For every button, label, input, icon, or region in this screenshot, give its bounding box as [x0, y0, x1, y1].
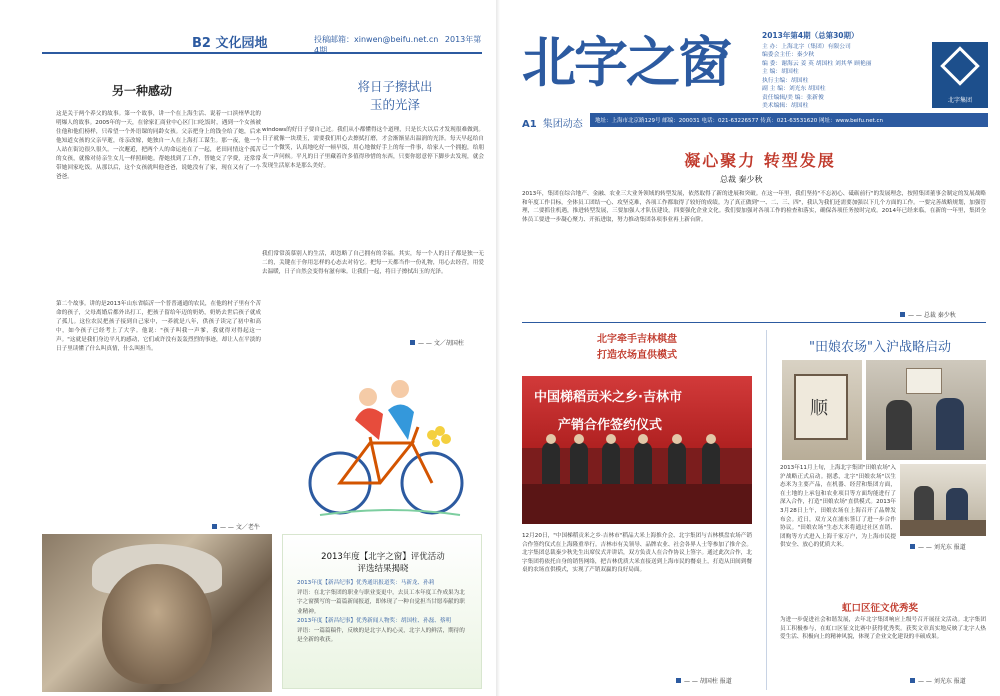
signing-ceremony-photo: 中国梯稻贡米之乡·吉林市 产销合作签约仪式: [522, 376, 752, 524]
jilin-byline: — — 胡国柱 报道: [676, 676, 732, 685]
award-announcement-box: [282, 534, 482, 689]
left-page-header: [42, 30, 482, 54]
elderly-man-photo: [42, 534, 272, 692]
bicycle-illustration: [300, 365, 470, 525]
story1-byline: — — 文／老牛: [212, 522, 260, 531]
right-page: [500, 0, 1000, 696]
rider-back: [355, 408, 383, 440]
diamond-icon: [940, 46, 980, 86]
lead-headline: 凝心聚力 转型发展: [684, 151, 836, 170]
tianniang-byline: — — 刘光东 报道: [910, 542, 966, 551]
flower-basket: [427, 426, 451, 447]
lead-author: 总裁 秦少秋: [720, 175, 763, 184]
volunteer-body: 为进一步促进社会和谐发展，去年北字集团响应上级号召开展征文活动。北字集团员工积极参与，在虹口区征文比赛中获得优秀奖。获奖文章真实地反映了北字人热爱生活、积极向上的精神风貌，体现了企业文化建设的丰硕成果。: [780, 617, 986, 641]
submission-email: 投稿邮箱：xinwen@beifu.net.cn 2013年第4期: [314, 35, 482, 55]
tianniang-body: 2013年11月上旬，上海北字集团"田娘农场"入沪战略正式启动。据悉，北字"田娘农场"以生态米为主要产品，在机器、经营和集团方面，在土地的上承包和农业项目等方面均能进行了深入合作，打造"田娘农场"直供模式。2013年3月28日上午，田娘农场在上海召开了品牌发布会。近日，双方又在浦东签订了进一步合作协议。"田娘农场"生态大米将通过社区直销、团购等方式进入上海千家万户，为上海市民提供安全、放心的优质大米。: [780, 465, 896, 549]
volunteer-title: 虹口区征文优秀奖: [841, 603, 918, 614]
rider-back-head: [359, 388, 377, 406]
tianniang-photo-meeting: [866, 360, 986, 460]
story-title-polish-days: 将日子擦拭出 玉的光泽: [357, 79, 433, 112]
rider-front: [388, 404, 414, 440]
award-list: 2013年度【新昌纪事】优秀通讯报道奖：马新龙、孙莉 评语：在北字集团的职业与职业变更中，去员工本年度工作成果为北字之窗撰写的一篇篇新闻报道，即体现了一种自觉担当甘愿奉献的职业精神。 2013年度【新昌纪事】优秀新闻人物奖：胡国柱、孙磊、蔡明 评语：一篇篇稿件，反映的是北字人的心灵，北字人的鲜活，期待的是全新的收获。: [297, 580, 465, 643]
lead-byline: — — 总裁 秦少秋: [900, 310, 956, 319]
section-header: A1 集团动态: [522, 119, 583, 130]
story-title-another-touch: 另一种感动: [112, 84, 173, 98]
story2-body: windows的好日子要自己过。我们从小都懂得这个道理，只是长大以后才发现很难做到。日子就像一块璞玉，需要我们用心去擦拭打磨，才会渐渐显出温润的光泽。每天早起给自己一个微笑，认真地吃好一顿早饭，用心地做好手上的每一件事，给家人一个拥抱，给朋友一声问候。平凡的日子里藏着许多值得珍惜的东西，只要你愿意停下脚步去发现，就会发现生活原本是那么美好。: [262, 127, 484, 169]
volunteer-byline: — — 刘光东 报道: [910, 676, 966, 685]
rider-front-head: [391, 380, 409, 398]
brand-logo: 北字集团: [932, 42, 988, 108]
masthead-info: 2013年第4期（总第30期） 主 办：上海北字（集团）有限公司 编委会主任：秦少秋 编 委：谢海云 姜 英 胡国柱 刘其华 顾艳丽 主 编：胡国柱 执行主编：胡国柱 副 主 编：刘光东 胡国柱 责任编辑/美 编：张新俊 美术编辑：胡国柱: [762, 31, 872, 109]
column-divider: [766, 330, 767, 690]
tianniang-title: "田娘农场"入沪战略启动: [809, 340, 951, 355]
story2-byline: — — 文／胡国柱: [410, 338, 464, 347]
masthead-logo: 北字之窗: [522, 31, 730, 94]
section-divider: [522, 322, 986, 323]
award-title: 2013年度【北字之窗】评优活动 评选结果揭晓: [321, 552, 445, 574]
section-label: B2 文化园地: [192, 36, 268, 51]
story2-body-cont: 我们常常羡慕别人的生活，却忽略了自己拥有的幸福。其实，每一个人的日子都是独一无二的，关键在于你用怎样的心态去对待它。把每一天都当作一份礼物，用心去经营，用爱去温暖，日子自然会变得有滋有味。让我们一起，将日子擦拭出玉的光泽。: [262, 251, 484, 275]
story1-body-cont: 第二个故事。讲的是2013年山东省临沂一个普普通通的农民，在他的村子里有个苦命的孩子，父母离婚后都外出打工，把孩子留给年迈的奶奶，奶奶去世后孩子就成了孤儿。这位农民把孩子接到自己家中，一养就是八年，供孩子读完了初中和高中，如今孩子已经考上了大学。他说："孩子叫我一声爹，我就得对得起这一声。"这就是我们身边平凡的感动，它们或许没有轰轰烈烈的事迹，却让人在平淡的日子里读懂了什么叫真情，什么叫担当。: [56, 301, 261, 352]
tianniang-photo-signing: [900, 464, 986, 536]
story1-body: 这是关于两个养父的故事。第一个故事，讲一个在上海生活、说着一口滨州华北的明爆人的故事。2005年的一天，在徐家汇商业中心区门口吃饭时，遇到一个女孩被住他和他们榜样，只希望一个外语课的同龄女孩。父亲把身上的钱全给了她，后来他知道女孩的父亲早逝，母亲改嫁，她独自一人在上海打工谋生。那一夜，他一个人站在街边很久很久。一次邂逅，把两个人的命运连在了一起，老田同情这个孤苦的女孩，就像对待亲生女儿一样照顾她。帮她找到了工作，替她交了学费，还常常带她回家吃饭。从那以后，这个女孩就叫他爸爸，说她没有了家，现在又有了一个爸爸。: [56, 111, 261, 180]
address-bar: 地址：上海市北京路129号 邮编：200031 电话：021-63226577 传真：021-63531620 网址：www.beifu.net.cn: [590, 113, 988, 127]
jilin-body: 12月20日，"中国梯稻贡米之乡·吉林市"稻品大米上海推介会、北字集团与吉林棋盘农场产销合作签约仪式在上海隆重举行。吉林市有关领导、品牌农业、社会各界人士等参加了推介会。北字集团总裁秦少秋先生出席仪式并讲话，双方负责人在合作协议上签字。通过此次合作，北字集团将依托自身的销售网络，把吉林优质大米直接送到上海市民的餐桌上，打造从田间到餐桌的农场直供模式，实现了产销双赢的良好局面。: [522, 533, 752, 574]
jilin-title: 北字牵手吉林棋盘 打造农场直供模式: [597, 334, 677, 361]
lead-body: 2013年，集团在综合地产、金融、农业三大业务领域的转型发展，依然取得了新的进展和突破。在这一年里，我们坚持"不忘初心、砥砺前行"的发展理念，按照集团董事会制定的发展战略和年度工作目标，全体员工团结一心、攻坚克难，各项工作都取得了较好的成绩。为了真正做到"一、二、三、四"，我认为我们还需要加强以下几个方面的工作。一要完善战略规划，加强管理，二要抓住机遇，推进转型发展，三要加强人才队伍建设，四要强化企业文化。我们要加强对各项工作的检查和落实，确保各项任务按时完成。2014年已经来临，在新的一年里，集团全体员工要进一步凝心聚力、开拓进取，努力推动集团各项事业再上新台阶。: [522, 191, 986, 223]
tianniang-photo-frame: 顺: [782, 360, 862, 460]
